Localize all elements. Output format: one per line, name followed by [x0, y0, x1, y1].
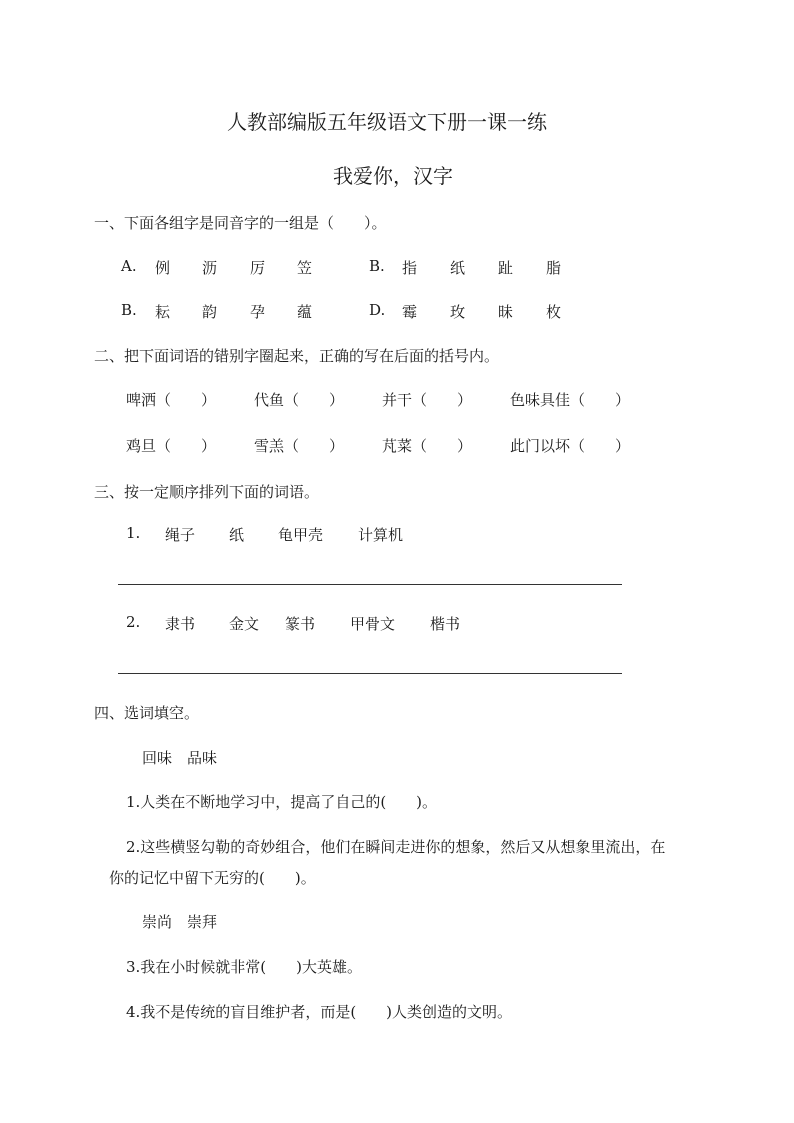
question-number: 2. [126, 613, 141, 631]
sequence-word: 楷书 [430, 615, 461, 633]
fill-blank-question: 4.我不是传统的盲目维护者，而是( )人类创造的文明。 [126, 1003, 513, 1021]
option-a-label: A. [121, 257, 137, 275]
option-b-label: B. [369, 257, 385, 275]
lesson-title: 我爱你，汉字 [333, 164, 453, 188]
option-d-char: 玫 [450, 303, 466, 321]
worksheet-title: 人教部编版五年级语文下册一课一练 [227, 110, 547, 134]
option-c-char: 蕴 [297, 303, 313, 321]
sequence-word: 绳子 [165, 526, 196, 544]
option-c-char: 耘 [155, 303, 171, 321]
question-number: 1. [126, 524, 141, 542]
fill-blank-question: 2.这些横竖勾勒的奇妙组合，他们在瞬间走进你的想象，然后又从想象里流出，在 [126, 838, 666, 856]
option-c-char: 韵 [202, 303, 218, 321]
option-d-label: D. [369, 301, 386, 319]
word-with-blank: 代鱼（ ） [254, 391, 345, 409]
option-a-char: 笠 [297, 259, 313, 277]
fill-blank-question: 3.我在小时候就非常( )大英雄。 [126, 958, 363, 976]
sequence-word: 龟甲壳 [278, 526, 324, 544]
word-with-blank: 并干（ ） [382, 391, 473, 409]
word-with-blank: 芃菜（ ） [382, 437, 473, 455]
sequence-word: 金文 [229, 615, 260, 633]
option-d-char: 昧 [498, 303, 514, 321]
option-b-char: 脂 [546, 259, 562, 277]
option-d-char: 霉 [402, 303, 418, 321]
option-a-char: 沥 [202, 259, 218, 277]
option-b-char: 趾 [498, 259, 514, 277]
sequence-word: 计算机 [358, 526, 404, 544]
option-a-char: 例 [155, 259, 171, 277]
section3-heading: 三、按一定顺序排列下面的词语。 [94, 483, 320, 501]
sequence-word: 篆书 [285, 615, 316, 633]
word-choices: 回味 品味 [142, 749, 218, 767]
option-c-char: 孕 [250, 303, 266, 321]
word-with-blank: 啤洒（ ） [126, 391, 217, 409]
word-with-blank: 雪羔（ ） [254, 437, 345, 455]
option-d-char: 枚 [546, 303, 562, 321]
answer-line[interactable] [118, 673, 622, 674]
option-c-label: B. [121, 301, 137, 319]
sequence-word: 纸 [229, 526, 245, 544]
section2-heading: 二、把下面词语的错别字圈起来，正确的写在后面的括号内。 [94, 347, 500, 365]
word-with-blank: 鸡旦（ ） [126, 437, 217, 455]
option-a-char: 厉 [250, 259, 266, 277]
word-with-blank: 此门以坏（ ） [510, 437, 631, 455]
option-b-char: 纸 [450, 259, 466, 277]
word-choices: 崇尚 崇拜 [142, 913, 218, 931]
section1-heading: 一、下面各组字是同音字的一组是（ ）。 [94, 214, 387, 232]
option-b-char: 指 [402, 259, 418, 277]
section4-heading: 四、选词填空。 [94, 704, 200, 722]
word-with-blank: 色味具佳（ ） [510, 391, 631, 409]
answer-line[interactable] [118, 584, 622, 585]
fill-blank-question-continuation: 你的记忆中留下无穷的( )。 [109, 869, 316, 887]
sequence-word: 隶书 [165, 615, 196, 633]
fill-blank-question: 1.人类在不断地学习中，提高了自己的( )。 [126, 793, 438, 811]
sequence-word: 甲骨文 [350, 615, 396, 633]
